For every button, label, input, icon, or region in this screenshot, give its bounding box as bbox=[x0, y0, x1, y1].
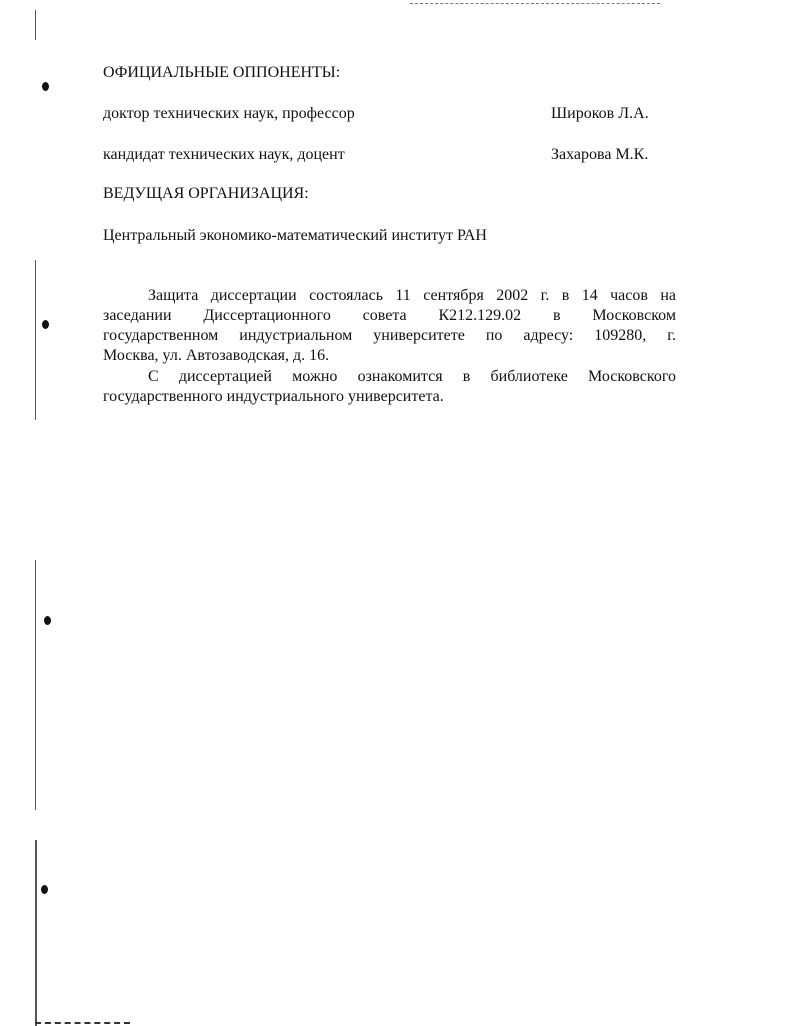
punch-hole-mark bbox=[42, 320, 49, 329]
opponent-2-name: Захарова М.К. bbox=[551, 146, 649, 163]
opponent-1-name: Широков Л.А. bbox=[551, 105, 649, 122]
punch-hole-mark bbox=[41, 885, 48, 894]
punch-hole-mark bbox=[44, 616, 51, 625]
scan-left-edge bbox=[35, 260, 36, 420]
defense-line: государственном индустриальном университете по адресу: 109280, г. bbox=[103, 327, 676, 344]
opponents-heading: ОФИЦИАЛЬНЫЕ ОППОНЕНТЫ: bbox=[103, 64, 341, 81]
defense-line: заседании Диссертационного совета К212.129.02 в Московском bbox=[103, 307, 676, 324]
punch-hole-mark bbox=[42, 82, 49, 91]
library-line: С диссертацией можно ознакомится в библиотеке Московского bbox=[148, 368, 676, 385]
scan-left-edge bbox=[35, 560, 36, 810]
defense-line: Защита диссертации состоялась 11 сентября 2002 г. в 14 часов на bbox=[148, 287, 676, 304]
opponent-2-title: кандидат технических наук, доцент bbox=[103, 146, 345, 163]
scan-left-edge bbox=[35, 10, 36, 40]
organization-heading: ВЕДУЩАЯ ОРГАНИЗАЦИЯ: bbox=[103, 185, 309, 202]
scan-top-edge bbox=[410, 3, 660, 4]
defense-line: Москва, ул. Автозаводская, д. 16. bbox=[103, 347, 330, 364]
organization-name: Центральный экономико-математический институт РАН bbox=[103, 227, 487, 244]
scan-bottom-edge bbox=[35, 1022, 130, 1024]
library-line: государственного индустриального университета. bbox=[103, 388, 444, 405]
opponent-1-title: доктор технических наук, профессор bbox=[103, 105, 355, 122]
scan-left-edge bbox=[35, 840, 37, 1026]
